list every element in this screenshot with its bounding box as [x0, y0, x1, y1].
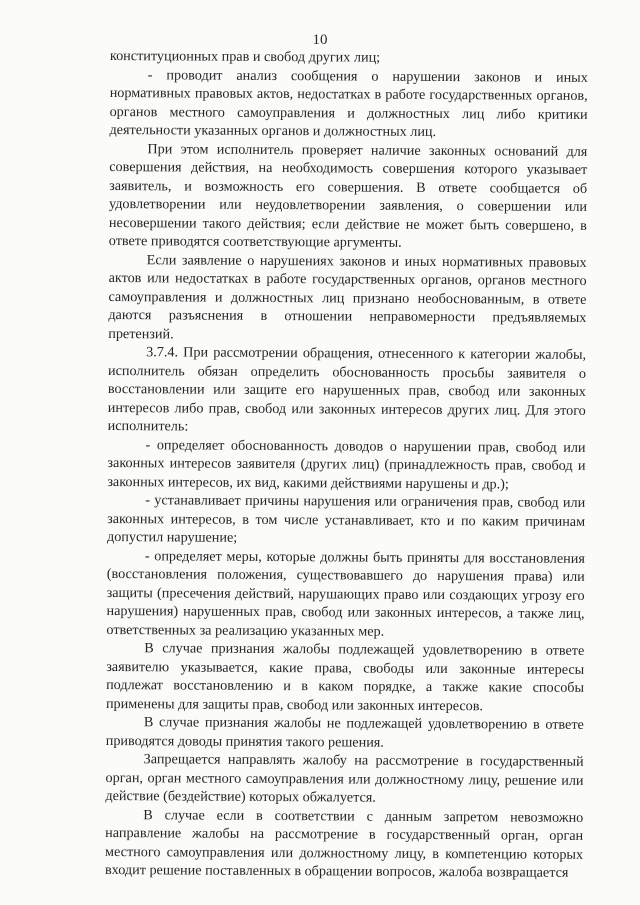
paragraph-11: Запрещается направлять жалобу на рассмотрение в государственный орган, орган местного самоуправления или должностному лицу, решение или действие (бездействие) которых обжалуется.	[105, 751, 584, 806]
paragraph-8: - определяет меры, которые должны быть приняты для восстановления (восстановления положения, существовавшего до нарушения права) или защиты (пресечения действий, нарушающих право или создающих угрозу его нарушения) нарушенных прав, свобод или законных интересов, а также лиц, ответственных за реализацию указанных мер.	[106, 547, 585, 640]
paragraph-5: 3.7.4. При рассмотрении обращения, отнесенного к категории жалобы, исполнитель обязан определить обоснованность просьбы заявителя о восстановлении или защите его нарушенных прав, свобод или законных интересов либо прав, свобод или законных интересов других лиц. Для этого исполнитель:	[107, 344, 587, 435]
page-number: 10	[312, 32, 328, 48]
paragraph-1: конституционных прав и свобод других лиц;	[109, 47, 381, 66]
paragraph-9: В случае признания жалобы подлежащей удовлетворению в ответе заявителю указывается, какие права, свободы или законные интересы подлежат восстановлению и в каком порядке, а также какие способы применены для защиты прав, свобод или законных интересов.	[105, 640, 585, 714]
paragraph-3: При этом исполнитель проверяет наличие законных оснований для совершения действия, на необходимость совершения которого указывает заявитель, и возможность его совершения. В ответе сообщается об удовлетворении или неудовлетворении заявления, о совершении или несовершении такого действия; если действие не может быть совершено, в ответе приводятся соответствующие аргументы.	[108, 140, 588, 251]
paragraph-4: Если заявление о нарушениях законов и иных нормативных правовых актов или недостатках в работе государственных органов, органов местного самоуправления и должностных лиц признано необоснованным, в ответе даются разъяснения в отношении неправомерности предъявляемых претензий.	[108, 251, 587, 342]
paragraph-2: - проводит анализ сообщения о нарушении законов и иных нормативных правовых актов, недостатках в работе государственных органов, органов местного самоуправления и должностных лиц либо критики деятельности указанных органов и должностных лиц.	[109, 66, 588, 140]
paragraph-6: - определяет обоснованность доводов о нарушении прав, свобод или законных интересов заявителя (других лиц) (принадлежность прав, свобод и законных интересов, их вид, какими действиями нарушены и др.);	[107, 436, 586, 492]
paragraph-7: - устанавливает причины нарушения или ограничения прав, свобод или законных интересов, в том числе устанавливает, кто и по каким причинам допустил нарушение;	[106, 492, 586, 546]
paragraph-12: В случае если в соответствии с данным запретом невозможно направление жалобы на рассмотрение в государственный орган, орган местного самоуправления или должностному лицу, в компетенцию которых входит решение поставленных в обращении вопросов, жалоба возвращается	[104, 806, 584, 881]
page-body	[105, 47, 588, 882]
paragraph-10: В случае признания жалобы не подлежащей удовлетворению в ответе приводятся доводы принятия такого решения.	[105, 714, 584, 751]
